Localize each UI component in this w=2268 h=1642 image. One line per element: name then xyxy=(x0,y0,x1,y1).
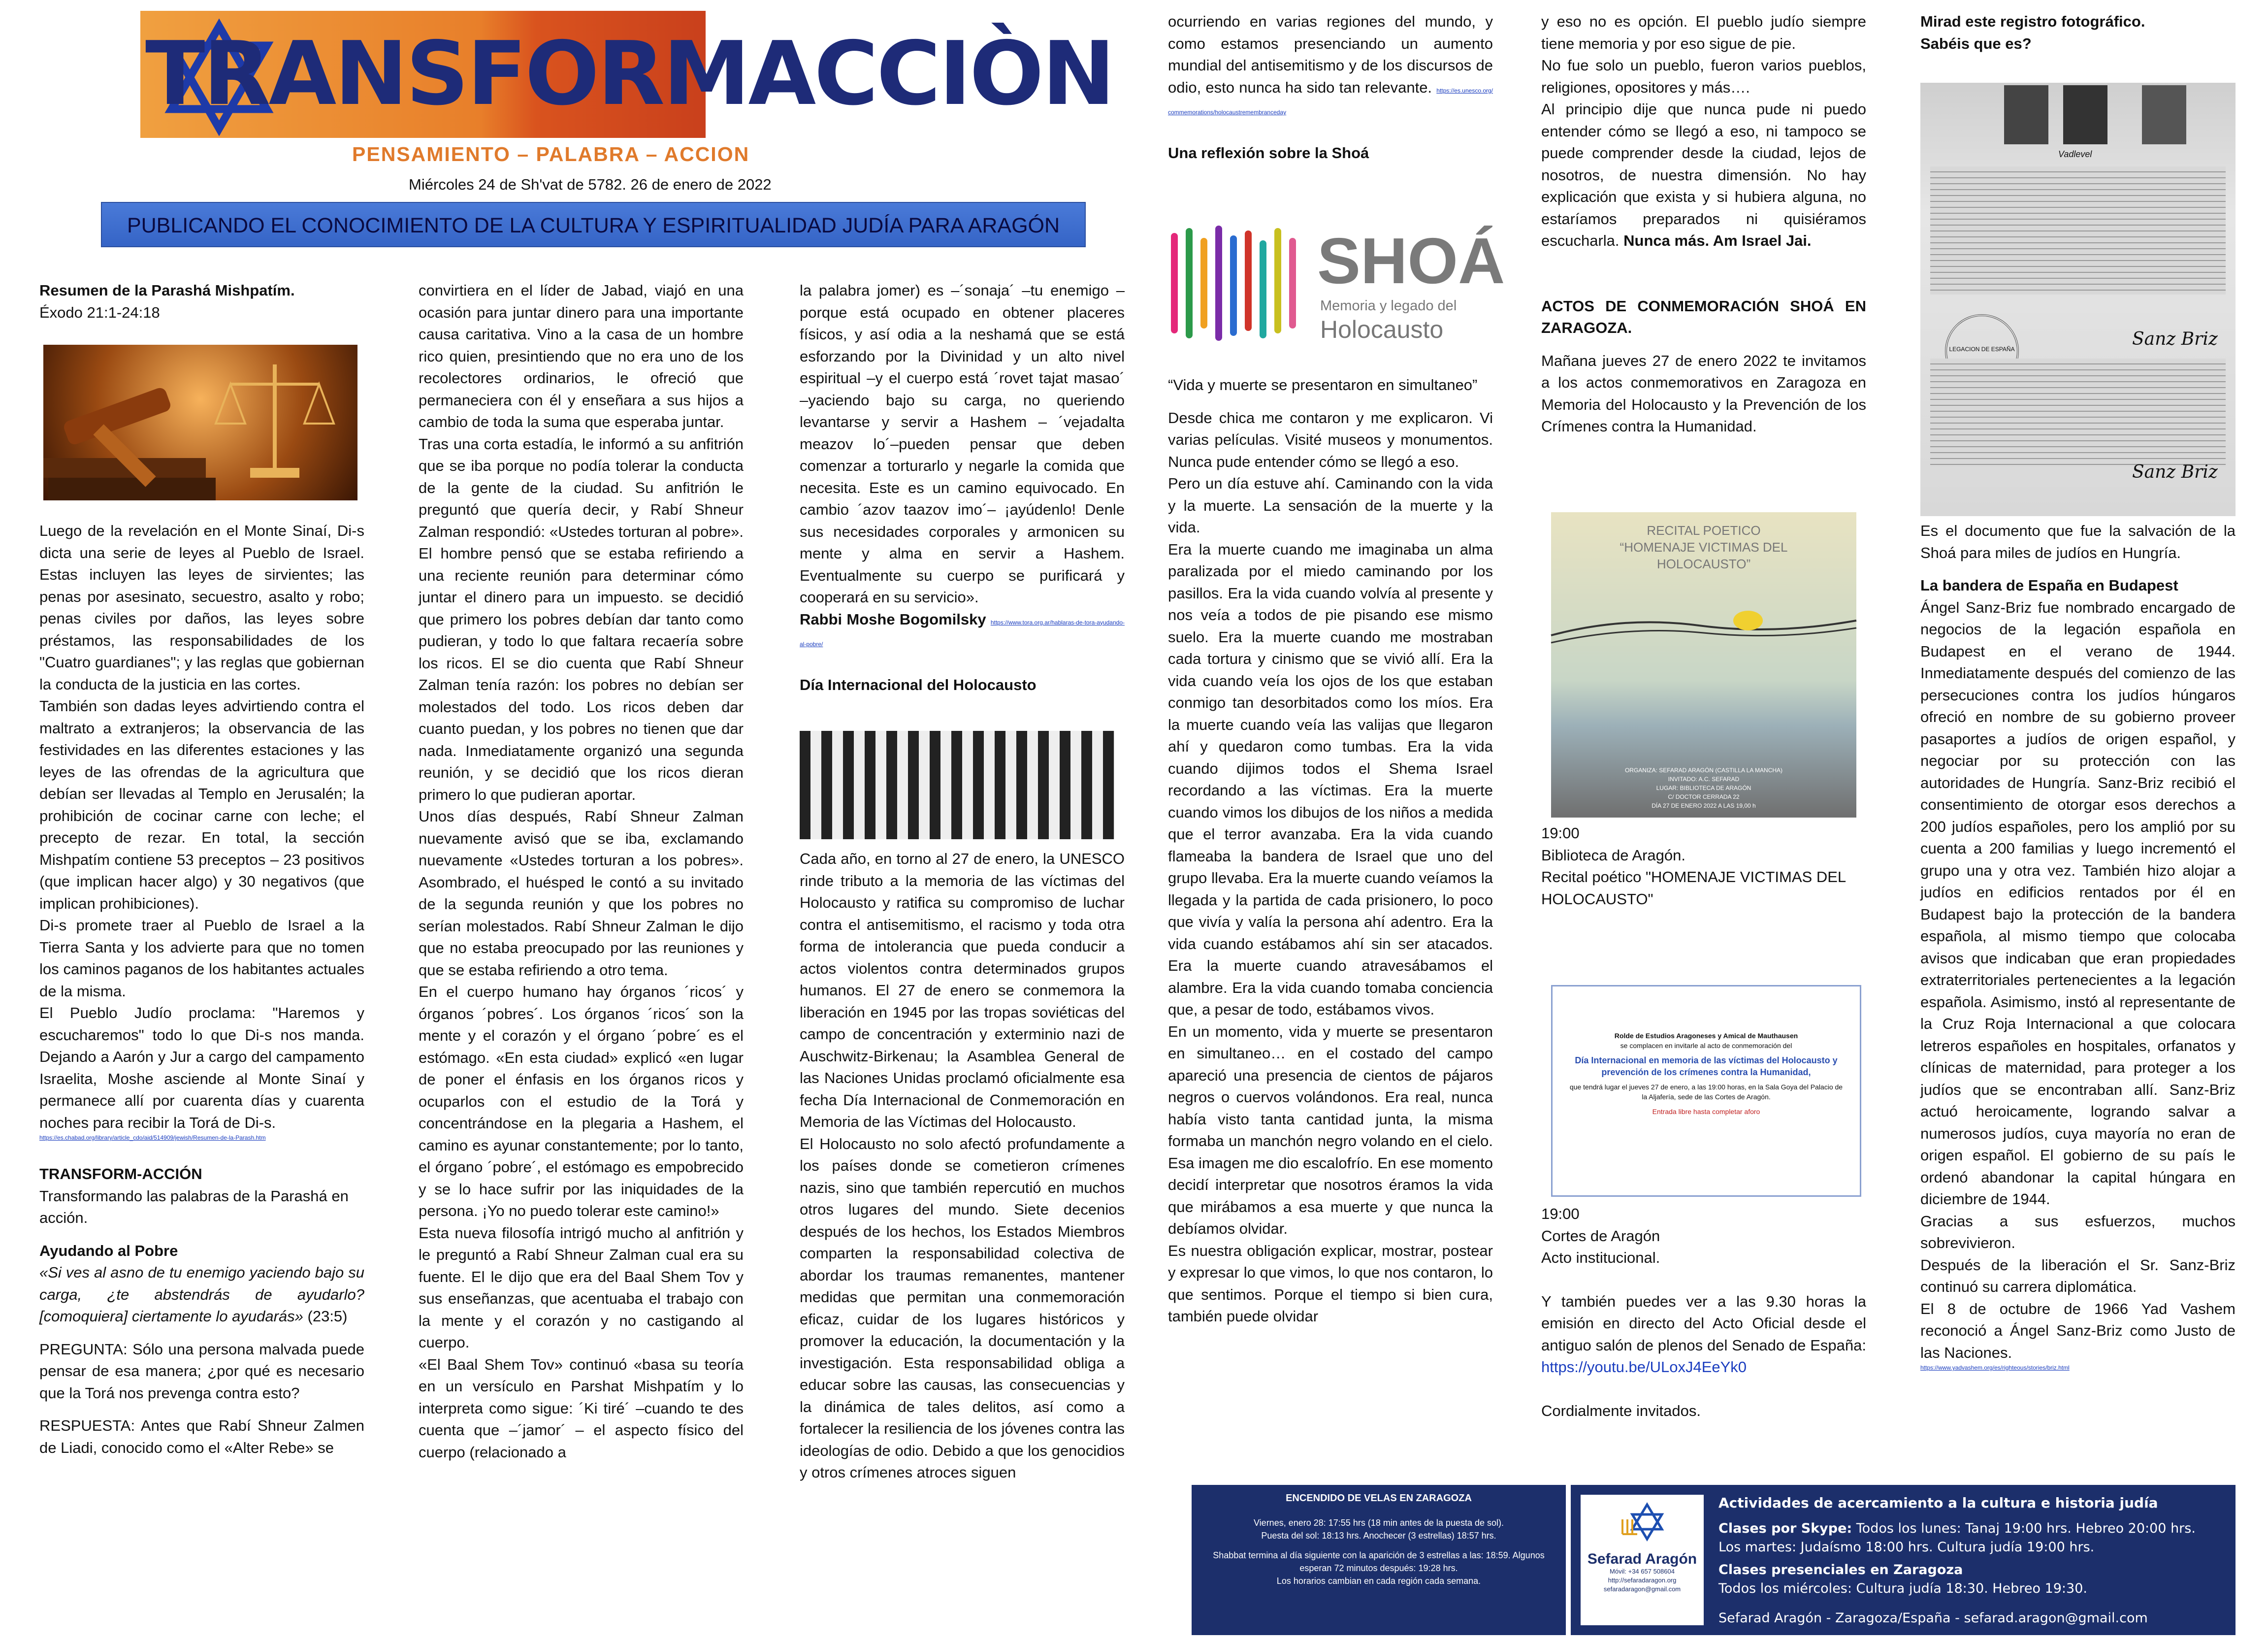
shoa-subtitle-2: Holocausto xyxy=(1320,316,1444,343)
story-paragraph: En el cuerpo humano hay órganos ´ricos´ y órganos ´pobres´. Los órganos ´ricos´ son la mente y el corazón y el órgano ´pobre´ es el estómago. «En esta ciudad» explicó «en lugar de poner el énfasis en los órganos ricos y ocuparlos con el estudio de la Torá y concentrándose en la plegaria a Hashem, el camino es ayunar constantemente; por lo tanto, el órgano ´pobre´, el estómago es empobrecido y se lo hace sufrir por las iniquidades de la persona. ¡Yo no puedo tolerar este camino!» xyxy=(419,983,744,1219)
sanz-briz-document-image xyxy=(1920,83,2236,516)
story-paragraph: «El Baal Shem Tov» continuó «basa su teoría en un versículo en Parshat Mishpatím y lo interpreta como sigue: ´Ki tiré´ –cuando te des cuenta que –´jamor´ – el aspecto físico del cuerpo (relacionado a xyxy=(419,1355,744,1461)
candle-title: ENCENDIDO DE VELAS EN ZARAGOZA xyxy=(1286,1493,1472,1504)
story-conclusion: la palabra jomer) es –´sonaja´ –tu enemigo –porque está ocupado en obtener placeres físicos, y así odia a la neshamá que se está esforzando por la Divinidad y un alto nivel espiritual –y el cuerpo está ´rovet tajat masao´ –yaciendo bajo su carga, no queriendo levantarse y servir a Hashem – ´vejadalta meazov lo´–pueden pensar que deben comenzar a torturarlo y negarle la comida que necesita. Este es un camino equivocado. En cambio ´azov taazov imo´– ¡ayúdenlo! Denle sus necesidades corporales y armonicen su mente y alma en servir a Hashem. Eventualmente su cuerpo se purificará y cooperará en su servicio». xyxy=(800,282,1125,606)
column-6 xyxy=(1920,11,2236,55)
closing-invitation: Cordialmente invitados. xyxy=(1541,1402,1701,1419)
sanz-briz-paragraph: Ángel Sanz-Briz fue nombrado encargado de negocios de la legación española en Budapest en el verano de 1944. Inmediatamente después del comienzo de las persecuciones contra los judíos húngaros ofreció en nombre de su gobierno proveer pasaportes a judíos de origen español, y negociar por su protección con las autoridades de Hungría. Sanz-Briz recibió el consentimiento de otorgar esos derechos a 200 judíos españoles, pero los amplió por su cuenta a 200 familias y luego incrementó el grupo una y otra vez. También hizo alojar a judíos en edificios rentados por él en Budapest bajo la protección de la bandera española, al mismo tiempo que colocaba avisos que indicaban que eran propiedades extraterritoriales pertenecientes a la legación española. Asimismo, instó al representante de la Cruz Roja Internacional a que colocara letreros españoles en hospitales, orfanatos y clínicas de maternidad, para proteger a los judíos que se encontraban allí. Sanz-Briz actuó heroicamente, logrando salvar a numerosos judíos, cuya mayoría no eran de origen español. El gobierno de su país le ordenó abandonar la capital húngara en diciembre de 1944. xyxy=(1920,598,2236,1208)
photo-question: Sabéis que es? xyxy=(1920,34,2032,52)
reflection-paragraph: Es nuestra obligación explicar, mostrar, postear y expresar lo que vimos, lo que nos contaron, lo que sentimos. Porque el tiempo si bien cura, también puede olvidar xyxy=(1168,1242,1493,1325)
tuesday-schedule: Los martes: Judaísmo 18:00 hrs. Cultura judía 19:00 hrs. xyxy=(1718,1540,2095,1555)
invitation-line: que tendrá lugar el jueves 27 de enero, a las 19:00 horas, en la Sala Goya del Palacio de la Aljafería, sede de las Cortes de Aragón. xyxy=(1569,1083,1843,1101)
prisoners-photo-image xyxy=(800,731,1115,839)
reflection-paragraph: Desde chica me contaron y me explicaron. Vi varias películas. Visité museos y monumentos. Nunca pude entender cómo se llegó a eso. xyxy=(1168,409,1493,470)
sefarad-mail[interactable]: sefaradaragon@gmail.com xyxy=(1603,1585,1681,1593)
colorful-figures-icon xyxy=(1160,217,1307,351)
portrait-photo xyxy=(2142,85,2186,144)
activities-title: Actividades de acercamiento a la cultura e historia judía xyxy=(1718,1495,2158,1511)
transform-heading: TRANSFORM-ACCIÓN xyxy=(39,1165,202,1182)
in-person-heading: Clases presenciales en Zaragoza xyxy=(1718,1562,1963,1577)
event-place: Cortes de Aragón xyxy=(1541,1227,1660,1245)
reflection-heading: Una reflexión sobre la Shoá xyxy=(1168,144,1369,162)
poster-info: ORGANIZA: SEFARAD ARAGÓN (CASTILLA LA MANCHA) xyxy=(1624,767,1783,774)
article-author: Rabbi Moshe Bogomilsky xyxy=(800,610,986,628)
author-link[interactable]: https://www.tora.org.ar/hablaras-de-tora-ayudando-al-pobre/ xyxy=(800,619,1125,648)
story-paragraph: convirtiera en el líder de Jabad, viajó en una ocasión para juntar dinero para una importante causa caritativa. Vino a la casa de un hombre rico quien, presintiendo que no era uno de los recolectores ordinarios, le ofreció que permaneciera con él y enseñara a sus hijos a cambio de toda la suma que esperaba juntar. xyxy=(419,282,744,430)
sanz-briz-paragraph: Gracias a sus esfuerzos, muchos sobrevivieron. xyxy=(1920,1212,2236,1251)
sefarad-web[interactable]: http://sefaradaragon.org xyxy=(1608,1576,1677,1584)
story-paragraph: Esta nueva filosofía intrigó mucho al anfitrión y le preguntó a Rabí Shneur Zalman cual era su fuente. El le dijo que era del Baal Shem Tov y sus enseñanzas, que acentuaba el trabajo con la mente y el corazón y no castigando al cuerpo. xyxy=(419,1224,744,1351)
acts-paragraph: Mañana jueves 27 de enero 2022 te invitamos a los actos conmemorativos en Zaragoza en Memoria del Holocausto y la Prevención de los Crímenes contra la Humanidad. xyxy=(1541,352,1866,435)
acts-heading: ACTOS DE CONMEMORACIÓN SHOÁ EN ZARAGOZA. xyxy=(1541,297,1866,336)
newsletter-title: TRANSFORMACCIÒN xyxy=(145,23,1114,125)
unesco-paragraph: ocurriendo en varias regiones del mundo, y como estamos presenciando un aumento mundial del antisemitismo y de los discursos de odio, esto nunca ha sido tan relevante. https://es.unesco.org/commemorations/holocaustremembranceday xyxy=(1168,13,1493,116)
candle-lighting-box xyxy=(1192,1485,1566,1635)
column-5 xyxy=(1541,11,1866,438)
unesco-link[interactable]: https://es.unesco.org/commemorations/holocaustremembranceday xyxy=(1168,87,1493,116)
candle-line: Viernes, enero 28: 17:55 hrs (18 min antes de la puesta de sol). xyxy=(1254,1518,1504,1528)
flag-heading: La bandera de España en Budapest xyxy=(1920,577,2178,594)
invitation-line: Entrada libre hasta completar aforo xyxy=(1652,1108,1760,1116)
help-poor-heading: Ayudando al Pobre xyxy=(39,1242,178,1259)
event-description: Recital poético "HOMENAJE VICTIMAS DEL HOLOCAUSTO" xyxy=(1541,868,1846,908)
sefarad-footer: Sefarad Aragón - Zaragoza/España - sefarad.aragon@gmail.com xyxy=(1718,1610,2148,1626)
document-caption: Es el documento que fue la salvación de la Shoá para miles de judíos en Hungría. xyxy=(1920,522,2236,561)
holocaust-day-heading: Día Internacional del Holocausto xyxy=(800,676,1037,693)
candle-line: Los horarios cambian en cada región cada semana. xyxy=(1276,1576,1481,1586)
poster-info: C/ DOCTOR CERRADA 22 xyxy=(1668,793,1740,800)
column-4 xyxy=(1168,11,1493,164)
in-person-schedule: Todos los miércoles: Cultura judía 18:30. Hebreo 19:30. xyxy=(1718,1581,2087,1596)
barbed-wire-icon xyxy=(1551,586,1856,665)
question-text: PREGUNTA: Sólo una persona malvada puede pensar de esa manera; ¿por qué es necesario que la Torá nos prevenga contra esto? xyxy=(39,1340,364,1402)
story-paragraph: Unos días después, Rabí Shneur Zalman nuevamente avisó que se iba, exclamando nuevamente «Ustedes torturan a los pobres». Asombrado, el huésped le contó a su invitado de la segunda reunión y que los pobres no serían molestados. Rabí Shneur Zalman le dijo que no estaba preocupado por las reuniones y que se estaba refiriendo a otro tema. xyxy=(419,808,744,979)
masthead xyxy=(140,11,1114,139)
document-text-block xyxy=(1930,166,2226,295)
event-time: 19:00 xyxy=(1541,824,1580,842)
sanz-briz-paragraph: El 8 de octubre de 1966 Yad Vashem reconoció a Ángel Sanz-Briz como Justo de las Naciones. xyxy=(1920,1300,2236,1361)
story-paragraph: Tras una corta estadía, le informó a su anfitrión que se iba porque no podía tolerar la conducta de la gente de la ciudad. Su anfitrión le preguntó que quería decir, y Rabí Shneur Zalman respondió: «Ustedes torturan al pobre». El hombre pensó que se estaba refiriendo a una reciente reunión para determinar cómo juntar el dinero para un impuesto. se decidió que primero los pobres debían dar tanto como pudieran, y todo lo que faltara recaería sobre los ricos. El se dio cuenta que Rabí Shneur Zalman tenía razón: los pobres no debían ser molestados del todo. Los ricos deben dar cuanto puedan, y los pobres no tienen que dar nada. Inmediatamente organizó una segunda reunión, y se decidió que los ricos dieran primero lo que pudieran aportar. xyxy=(419,435,744,803)
sefarad-logo xyxy=(1581,1495,1704,1625)
quote-reference: (23:5) xyxy=(303,1308,348,1325)
skype-schedule: Todos los lunes: Tanaj 19:00 hrs. Hebreo 20:00 hrs. xyxy=(1852,1521,2196,1536)
document-name: Vadlevel xyxy=(2058,149,2092,159)
sefarad-phone: Móvil: +34 657 508604 xyxy=(1610,1568,1675,1575)
transform-subheading: Transformando las palabras de la Parashá en acción. xyxy=(39,1187,349,1226)
reflection-paragraph: En un momento, vida y muerte se presentaron en simultaneo… en el costado del campo apareció una presencia de cientos de pájaros negros o cuervos volándonos. Era real, nunca había visto tanta cantidad junta, la misma formaba un manchón negro volando en el cielo. Esa imagen me dio escalofrío. En ese momento decidí interpretar que nosotros éramos la vida que mirábamos a esa muerte y que nunca la debíamos olvidar. xyxy=(1168,1022,1493,1237)
photo-heading: Mirad este registro fotográfico. xyxy=(1920,13,2145,30)
gavel-icon xyxy=(43,345,357,500)
parasha-reference: Éxodo 21:1-24:18 xyxy=(39,303,160,321)
issue-date: Miércoles 24 de Sh'vat de 5782. 26 de enero de 2022 xyxy=(409,176,772,193)
poster-title: “HOMENAJE VICTIMAS DEL xyxy=(1620,540,1788,555)
stream-text: Y también puedes ver a las 9.30 horas la emisión en directo del Acto Oficial desde el antiguo salón de plenos del Senado de España: xyxy=(1541,1292,1866,1354)
column-6-body xyxy=(1920,520,2236,1372)
parasha-paragraph: Di-s promete traer al Pueblo de Israel a la Tierra Santa y los advierte para que no tomen los caminos paganos de los habitantes actuales de la misma. xyxy=(39,917,364,1000)
sanz-briz-paragraph: Después de la liberación el Sr. Sanz-Briz continuó su carrera diplomática. xyxy=(1920,1256,2236,1295)
reflection-paragraph: Al principio dije que nunca pude ni puedo entender cómo se llegó a eso, ni tampoco se puede comprender desde la ciudad, lejos de nosotros, de nuestra dimensión. No hay explicación que exista y si hubiera alguna, no estaríamos preparados ni quisiéramos escucharla. xyxy=(1541,100,1866,249)
shoa-title: SHOÁ xyxy=(1317,225,1505,297)
reflection-paragraph: Pero un día estuve ahí. Caminando con la vida y la muerte. La sensación de la muerte y la vida. xyxy=(1168,475,1493,536)
portrait-photo xyxy=(2004,85,2048,144)
closing-phrase: Nunca más. Am Israel Jai. xyxy=(1623,232,1812,249)
event-description: Acto institucional. xyxy=(1541,1249,1660,1266)
shoa-subtitle-1: Memoria y legado del xyxy=(1320,298,1457,314)
column-3-body xyxy=(800,848,1125,1484)
gavel-and-scales-image xyxy=(43,345,357,500)
column-1 xyxy=(39,280,364,324)
source-link[interactable]: https://es.chabad.org/library/article_cdo/aid/514909/jewish/Resumen-de-la-Parash.htm xyxy=(39,1134,266,1141)
sefarad-name: Sefarad Aragón xyxy=(1587,1551,1697,1567)
answer-text: RESPUESTA: Antes que Rabí Shneur Zalmen de Liadi, conocido como el «Alter Rebe» se xyxy=(39,1417,364,1456)
invitation-line: Rolde de Estudios Aragoneses y Amical de Mauthausen xyxy=(1614,1032,1798,1040)
parasha-paragraph: Luego de la revelación en el Monte Sinaí, Di-s dicta una serie de leyes al Pueblo de Israel. Estas incluyen las leyes de sirvientes; las penas por asesinato, secuestro, asalto y robo; penas civiles por daños, las leyes sobre préstamos, las responsabilidades de los "Cuatro guardianes"; y las reglas que gobiernan la conducta de la justicia en las cortes. xyxy=(39,522,364,693)
newsletter-subtitle: PENSAMIENTO – PALABRA – ACCION xyxy=(352,143,750,165)
parasha-heading: Resumen de la Parashá Mishpatím. xyxy=(39,282,295,299)
yad-vashem-link[interactable]: https://www.yadvashem.org/es/righteous/stories/briz.html xyxy=(1920,1364,2070,1371)
holocaust-day-paragraph: Cada año, en torno al 27 de enero, la UNESCO rinde tributo a la memoria de las víctimas del Holocausto y ratifica su compromiso de luchar contra el antisemitismo, el racismo y toda otra forma de intolerancia que pueda conducir a actos violentos contra determinados grupos humanos. El 27 de enero se conmemora la liberación en 1945 por las tropas soviéticas del campo de concentración y exterminio nazi de Auschwitz-Birkenau; la Asamblea General de las Naciones Unidas proclamó oficialmente esa fecha Día Internacional de Conmemoración en Memoria de las Víctimas del Holocausto. xyxy=(800,850,1125,1130)
parasha-paragraph: También son dadas leyes advirtiendo contra el maltrato a extranjeros; la observancia de las festividades en las diferentes estaciones y las leyes de las ofrendas de la agricultura que debían ser llevadas al Templo en Jerusalén; la prohibición de cocinar carne con leche; el precepto de rezar. En total, la sección Mishpatím contiene 53 preceptos – 23 positivos (que implican hacer algo) y 30 negativos (que implican prohibiciones). xyxy=(39,697,364,912)
legation-stamp: LEGACION DE ESPAÑA xyxy=(1945,314,2019,388)
document-text-block xyxy=(1930,359,2226,467)
reflection-paragraph: No fue solo un pueblo, fueron varios pueblos, religiones, opositores y más…. xyxy=(1541,57,1866,96)
recital-poster-image xyxy=(1551,512,1856,818)
parasha-paragraph: El Pueblo Judío proclama: "Haremos y escucharemos" todo lo que Di-s nos manda. Dejando a Aarón y Jur a cargo del campamento Israelita, Moshe asciende al Monte Sinaí y permanece allí por cuarenta días y cuarenta noches para recibir la Torá de Di-s. xyxy=(39,1004,364,1131)
column-2 xyxy=(419,280,744,1463)
column-4-body xyxy=(1168,374,1493,1328)
reflection-paragraph: Era la muerte cuando me imaginaba un alma paralizada por el miedo caminando por los pasillos. Era la vida cuando volvía al presente y nos veía a todos de pie pisando ese mismo suelo. Era la muerte cuando me mostraban cada tortura y cinismo que se vivió allí. Era la vida cuando veía los ojos de los que estaban conmigo tan desorbitados como los míos. Era la muerte cuando veía las valijas que llegaron ahí y quedaron como tumbas. Era la vida cuando dijimos todos el Shema Israel recordando a las víctimas. Era la muerte cuando vimos los dibujos de los niños a medida que el terror avanzaba. Era la vida cuando flameaba la bandera de Israel que uno del grupo llevaba. Era la muerte cuando veíamos la llegada y la partida de cada prisionero, lo poco que vivía y valía la persona ahí adentro. Era la vida cuando estábamos ahí sin ser atacados. Era la muerte cuando atravesábamos el alambre. Era la vida cuando tomaba conciencia que, a pesar de todo, estábamos vivos. xyxy=(1168,540,1493,1018)
poster-title: RECITAL POETICO xyxy=(1647,523,1761,538)
signature: Sanz Briz xyxy=(2132,462,2218,482)
torah-quote: «Si ves al asno de tu enemigo yaciendo bajo su carga, ¿te abstendrás de ayudarlo? [comoquiera] ciertamente lo ayudarás» xyxy=(39,1264,364,1325)
portrait-photo xyxy=(2063,85,2107,144)
invitation-line: Día Internacional en memoria de las víctimas del Holocausto y prevención de los crímenes contra la Humanidad, xyxy=(1575,1055,1838,1077)
event-1 xyxy=(1541,822,1866,910)
column-3 xyxy=(800,280,1125,696)
event-2 xyxy=(1541,1203,1866,1422)
butterfly-icon xyxy=(1733,611,1763,630)
banner-tagline: PUBLICANDO EL CONOCIMIENTO DE LA CULTURA Y ESPIRITUALIDAD JUDÍA PARA ARAGÓN xyxy=(101,202,1086,247)
candle-line: Shabbat termina al día siguiente con la aparición de 3 estrellas a las: 18:59. Algunos esperan 72 minutos después: 19:28 hrs. xyxy=(1213,1550,1545,1573)
cortes-invitation-image xyxy=(1551,985,1861,1197)
stream-link[interactable]: https://youtu.be/ULoxJ4EeYk0 xyxy=(1541,1358,1747,1376)
poster-info: DÍA 27 DE ENERO 2022 A LAS 19,00 h xyxy=(1652,802,1756,809)
shoa-logo xyxy=(1160,217,1505,351)
poster-info: LUGAR: BIBLIOTECA DE ARAGÓN xyxy=(1656,785,1751,791)
event-time: 19:00 xyxy=(1541,1205,1580,1222)
reflection-paragraph: y eso no es opción. El pueblo judío siempre tiene memoria y por eso sigue de pie. xyxy=(1541,13,1866,52)
column-1-body xyxy=(39,520,364,1459)
menorah-icon xyxy=(1613,1500,1672,1549)
poster-info: INVITADO: A.C. SEFARAD xyxy=(1668,776,1740,783)
holocaust-day-paragraph: El Holocausto no solo afectó profundamente a los países donde se cometieron crímenes nazis, sino que también repercutió en muchos otros lugares del mundo. Siete decenios después de los hechos, los Estados Miembros comparten la responsabilidad colectiva de abordar los traumas remanentes, mantener medidas que permitan una conmemoración eficaz, cuidar de los lugares históricos y promover la educación, la documentación y la investigación. Esta responsabilidad obliga a educar sobre las causas, las consecuencias y la dinámica de tales delitos, así como a fortalecer la resiliencia de los jóvenes contra las ideologías de odio. Debido a que los genocidios y otros crímenes atroces siguen xyxy=(800,1135,1125,1481)
skype-heading: Clases por Skype: xyxy=(1718,1521,1852,1536)
invitation-line: se complacen en invitarle al acto de conmemoración del xyxy=(1620,1042,1792,1050)
candle-line: Puesta del sol: 18:13 hrs. Anochecer (3 estrellas) 18:57 hrs. xyxy=(1261,1531,1496,1541)
event-place: Biblioteca de Aragón. xyxy=(1541,846,1685,864)
signature: Sanz Briz xyxy=(2132,329,2218,349)
sefarad-aragon-box xyxy=(1571,1485,2236,1635)
poster-title: HOLOCAUSTO” xyxy=(1656,557,1751,571)
reflection-quote: “Vida y muerte se presentaron en simultaneo” xyxy=(1168,376,1478,394)
